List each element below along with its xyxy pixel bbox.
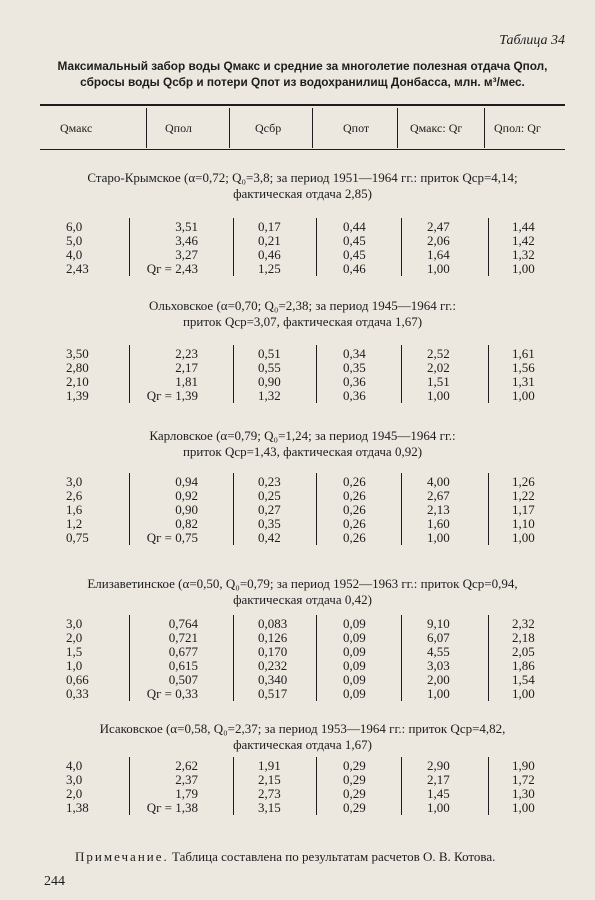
table-cell: 1,22 xyxy=(512,488,535,503)
column-divider xyxy=(401,757,402,815)
table-cell: 0,51 xyxy=(258,346,281,361)
column-divider xyxy=(488,345,489,403)
table-cell: 1,54 xyxy=(512,672,535,687)
table-cell: 3,0 xyxy=(66,616,83,631)
table-row xyxy=(0,475,595,489)
table-cell: 0,46 xyxy=(343,261,366,276)
table-row xyxy=(0,673,595,687)
table-cell: 1,44 xyxy=(512,219,535,234)
table-caption xyxy=(40,58,565,90)
table-cell: 0,33 xyxy=(66,686,89,701)
table-cell: 0,27 xyxy=(258,502,281,517)
table-cell: 3,0 xyxy=(66,474,83,489)
table-cell: 0,90 xyxy=(258,374,281,389)
header-divider xyxy=(484,108,485,148)
table-cell: 4,00 xyxy=(427,474,450,489)
table-cell: 2,17 xyxy=(427,772,450,787)
table-row xyxy=(0,234,595,248)
table-row xyxy=(0,389,595,403)
table-cell: 0,083 xyxy=(258,616,288,631)
table-cell: Qг = 1,38 xyxy=(146,800,198,815)
table-cell: 0,45 xyxy=(343,233,366,248)
table-cell: 1,00 xyxy=(427,261,450,276)
table-row xyxy=(0,517,595,531)
table-cell: 0,26 xyxy=(343,488,366,503)
table-cell: 2,0 xyxy=(66,786,83,801)
table-cell: 0,29 xyxy=(343,772,366,787)
table-row xyxy=(0,631,595,645)
header-divider xyxy=(146,108,147,148)
table-cell: 0,36 xyxy=(343,374,366,389)
table-cell: 0,25 xyxy=(258,488,281,503)
table-cell: 4,55 xyxy=(427,644,450,659)
table-cell: 0,66 xyxy=(66,672,89,687)
table-cell: 1,0 xyxy=(66,658,83,673)
table-row xyxy=(0,220,595,234)
table-row xyxy=(0,773,595,787)
table-cell: 3,15 xyxy=(258,800,281,815)
table-row xyxy=(0,248,595,262)
header-bottom-rule xyxy=(40,149,565,150)
table-row xyxy=(0,801,595,815)
table-row xyxy=(0,361,595,375)
table-number: Таблица 34 xyxy=(499,33,565,48)
section-title xyxy=(40,428,565,460)
column-divider xyxy=(233,757,234,815)
table-cell: 2,47 xyxy=(427,219,450,234)
table-cell: 2,0 xyxy=(66,630,83,645)
table-cell: 0,507 xyxy=(168,672,198,687)
table-cell: 1,26 xyxy=(512,474,535,489)
table-cell: 1,2 xyxy=(66,516,83,531)
table-cell: 2,05 xyxy=(512,644,535,659)
table-cell: 1,42 xyxy=(512,233,535,248)
table-cell: 2,23 xyxy=(175,346,198,361)
table-cell: 1,64 xyxy=(427,247,450,262)
column-divider xyxy=(316,345,317,403)
table-cell: 0,232 xyxy=(258,658,288,673)
table-cell: 1,17 xyxy=(512,502,535,517)
section-title-line: фактическая отдача 1,67) xyxy=(233,737,372,752)
column-divider xyxy=(316,473,317,545)
column-divider xyxy=(129,218,130,276)
section-title-line: Исаковское (α=0,58, Q₀=2,37; за период 1953—1964 гг.: приток Qср=4,82, xyxy=(99,721,506,736)
table-cell: 2,37 xyxy=(175,772,198,787)
note-text: Таблица составлена по результатам расчетов О. В. Котова. xyxy=(172,849,496,864)
column-divider xyxy=(316,615,317,701)
section-title-line: фактическая отдача 0,42) xyxy=(233,592,372,607)
table-cell: 2,73 xyxy=(258,786,281,801)
column-divider xyxy=(488,757,489,815)
table-cell: 0,09 xyxy=(343,686,366,701)
column-divider xyxy=(233,218,234,276)
table-cell: 1,00 xyxy=(512,261,535,276)
col-header-qpol: Qпол xyxy=(165,120,192,135)
table-cell: 2,18 xyxy=(512,630,535,645)
table-cell: 2,06 xyxy=(427,233,450,248)
table-cell: Qг = 2,43 xyxy=(146,261,198,276)
table-row xyxy=(0,531,595,545)
table-cell: 1,10 xyxy=(512,516,535,531)
table-cell: 2,52 xyxy=(427,346,450,361)
table-cell: 3,51 xyxy=(175,219,198,234)
table-cell: Qг = 1,39 xyxy=(146,388,198,403)
table-cell: 0,126 xyxy=(258,630,288,645)
section-title-line: приток Qср=1,43, фактическая отдача 0,92) xyxy=(182,444,423,459)
table-row xyxy=(0,659,595,673)
header-divider xyxy=(229,108,230,148)
table-cell: 1,32 xyxy=(258,388,281,403)
table-row xyxy=(0,489,595,503)
col-header-qpol-ratio: Qпол: Qг xyxy=(494,120,541,135)
table-cell: 1,6 xyxy=(66,502,83,517)
table-note xyxy=(75,849,495,865)
table-cell: 1,00 xyxy=(427,686,450,701)
table-cell: 2,00 xyxy=(427,672,450,687)
table-cell: 0,75 xyxy=(66,530,89,545)
header-divider xyxy=(312,108,313,148)
table-cell: 1,79 xyxy=(175,786,198,801)
table-cell: 9,10 xyxy=(427,616,450,631)
column-divider xyxy=(129,345,130,403)
table-cell: 0,26 xyxy=(343,502,366,517)
table-cell: 3,03 xyxy=(427,658,450,673)
table-cell: 1,51 xyxy=(427,374,450,389)
column-divider xyxy=(316,218,317,276)
col-header-qmaks: Qмакс xyxy=(60,120,93,135)
column-divider xyxy=(129,615,130,701)
section-title-line: Ольховское (α=0,70; Q₀=2,38; за период 1945—1964 гг.: xyxy=(148,298,457,313)
table-row xyxy=(0,617,595,631)
table-cell: 2,32 xyxy=(512,616,535,631)
section-title xyxy=(40,576,565,608)
table-cell: 0,764 xyxy=(168,616,198,631)
table-cell: 0,94 xyxy=(175,474,198,489)
table-cell: 0,35 xyxy=(258,516,281,531)
table-cell: 1,31 xyxy=(512,374,535,389)
table-cell: Qг = 0,33 xyxy=(146,686,198,701)
table-cell: 0,55 xyxy=(258,360,281,375)
table-cell: Qг = 0,75 xyxy=(146,530,198,545)
table-cell: 0,17 xyxy=(258,219,281,234)
table-cell: 1,00 xyxy=(512,530,535,545)
table-cell: 2,43 xyxy=(66,261,89,276)
table-cell: 2,90 xyxy=(427,758,450,773)
table-cell: 1,91 xyxy=(258,758,281,773)
table-cell: 3,27 xyxy=(175,247,198,262)
table-cell: 1,5 xyxy=(66,644,83,659)
table-cell: 0,36 xyxy=(343,388,366,403)
column-divider xyxy=(233,473,234,545)
table-cell: 2,15 xyxy=(258,772,281,787)
table-cell: 0,34 xyxy=(343,346,366,361)
col-header-qmaks-ratio: Qмакс: Qг xyxy=(410,120,463,135)
table-cell: 2,62 xyxy=(175,758,198,773)
table-cell: 2,02 xyxy=(427,360,450,375)
caption-line-1: Максимальный забор воды Qмакс и средние за многолетие полезная отдача Qпол, xyxy=(57,59,548,73)
table-cell: 2,17 xyxy=(175,360,198,375)
page-number: 244 xyxy=(44,874,65,889)
table-cell: 0,26 xyxy=(343,474,366,489)
table-cell: 0,44 xyxy=(343,219,366,234)
table-cell: 0,09 xyxy=(343,644,366,659)
table-cell: 1,56 xyxy=(512,360,535,375)
table-cell: 0,340 xyxy=(258,672,288,687)
table-cell: 0,45 xyxy=(343,247,366,262)
table-cell: 6,07 xyxy=(427,630,450,645)
table-row xyxy=(0,759,595,773)
caption-line-2: сбросы воды Qсбр и потери Qпот из водохранилищ Донбасса, млн. м³/мес. xyxy=(80,75,525,89)
table-cell: 0,721 xyxy=(168,630,198,645)
table-cell: 0,09 xyxy=(343,616,366,631)
table-cell: 0,170 xyxy=(258,644,288,659)
table-cell: 2,10 xyxy=(66,374,89,389)
col-header-qsbr: Qсбр xyxy=(255,120,282,135)
table-cell: 0,90 xyxy=(175,502,198,517)
table-cell: 1,72 xyxy=(512,772,535,787)
table-cell: 0,29 xyxy=(343,800,366,815)
table-cell: 6,0 xyxy=(66,219,83,234)
table-cell: 0,92 xyxy=(175,488,198,503)
table-cell: 1,60 xyxy=(427,516,450,531)
section-title xyxy=(40,298,565,330)
column-divider xyxy=(129,473,130,545)
table-cell: 1,32 xyxy=(512,247,535,262)
table-cell: 0,615 xyxy=(168,658,198,673)
section-title xyxy=(40,721,565,753)
table-cell: 1,81 xyxy=(175,374,198,389)
table-row xyxy=(0,645,595,659)
table-cell: 1,45 xyxy=(427,786,450,801)
table-cell: 1,90 xyxy=(512,758,535,773)
table-cell: 0,82 xyxy=(175,516,198,531)
table-cell: 1,00 xyxy=(427,388,450,403)
table-cell: 4,0 xyxy=(66,758,83,773)
column-divider xyxy=(401,218,402,276)
table-cell: 5,0 xyxy=(66,233,83,248)
section-title-line: Елизаветинское (α=0,50, Q₀=0,79; за период 1952—1963 гг.: приток Qср=0,94, xyxy=(87,576,518,591)
table-cell: 1,00 xyxy=(512,388,535,403)
column-divider xyxy=(129,757,130,815)
table-cell: 1,00 xyxy=(512,686,535,701)
table-cell: 4,0 xyxy=(66,247,83,262)
table-cell: 0,29 xyxy=(343,758,366,773)
section-title xyxy=(40,170,565,202)
table-cell: 0,09 xyxy=(343,672,366,687)
header-top-rule xyxy=(40,104,565,106)
column-divider xyxy=(401,615,402,701)
column-divider xyxy=(233,615,234,701)
table-cell: 2,80 xyxy=(66,360,89,375)
table-cell: 0,677 xyxy=(168,644,198,659)
table-cell: 2,67 xyxy=(427,488,450,503)
table-cell: 1,86 xyxy=(512,658,535,673)
table-cell: 2,13 xyxy=(427,502,450,517)
column-divider xyxy=(488,218,489,276)
table-cell: 0,09 xyxy=(343,658,366,673)
table-cell: 0,29 xyxy=(343,786,366,801)
table-cell: 0,23 xyxy=(258,474,281,489)
table-cell: 0,09 xyxy=(343,630,366,645)
table-row xyxy=(0,262,595,276)
section-title-line: приток Qср=3,07, фактическая отдача 1,67) xyxy=(182,314,423,329)
column-divider xyxy=(316,757,317,815)
table-cell: 0,46 xyxy=(258,247,281,262)
column-divider xyxy=(401,345,402,403)
table-cell: 1,00 xyxy=(427,800,450,815)
table-cell: 1,61 xyxy=(512,346,535,361)
header-divider xyxy=(397,108,398,148)
table-cell: 3,46 xyxy=(175,233,198,248)
table-row xyxy=(0,787,595,801)
section-title-line: Карловское (α=0,79; Q₀=1,24; за период 1945—1964 гг.: xyxy=(149,428,456,443)
section-title-line: фактическая отдача 2,85) xyxy=(233,186,372,201)
table-cell: 3,0 xyxy=(66,772,83,787)
column-divider xyxy=(488,473,489,545)
table-row xyxy=(0,503,595,517)
column-divider xyxy=(401,473,402,545)
table-cell: 0,26 xyxy=(343,530,366,545)
note-lead: Примечание. xyxy=(75,849,169,864)
column-divider xyxy=(488,615,489,701)
table-cell: 0,26 xyxy=(343,516,366,531)
table-row xyxy=(0,375,595,389)
table-cell: 0,21 xyxy=(258,233,281,248)
column-divider xyxy=(233,345,234,403)
table-cell: 1,30 xyxy=(512,786,535,801)
section-title-line: Старо-Крымское (α=0,72; Q₀=3,8; за период 1951—1964 гг.: приток Qср=4,14; xyxy=(87,170,518,185)
table-row xyxy=(0,347,595,361)
table-cell: 1,39 xyxy=(66,388,89,403)
table-cell: 1,00 xyxy=(427,530,450,545)
col-header-qpot: Qпот xyxy=(343,120,370,135)
table-cell: 3,50 xyxy=(66,346,89,361)
table-cell: 1,25 xyxy=(258,261,281,276)
table-cell: 1,38 xyxy=(66,800,89,815)
table-cell: 0,42 xyxy=(258,530,281,545)
table-cell: 0,35 xyxy=(343,360,366,375)
table-cell: 2,6 xyxy=(66,488,83,503)
table-cell: 1,00 xyxy=(512,800,535,815)
table-row xyxy=(0,687,595,701)
table-cell: 0,517 xyxy=(258,686,288,701)
